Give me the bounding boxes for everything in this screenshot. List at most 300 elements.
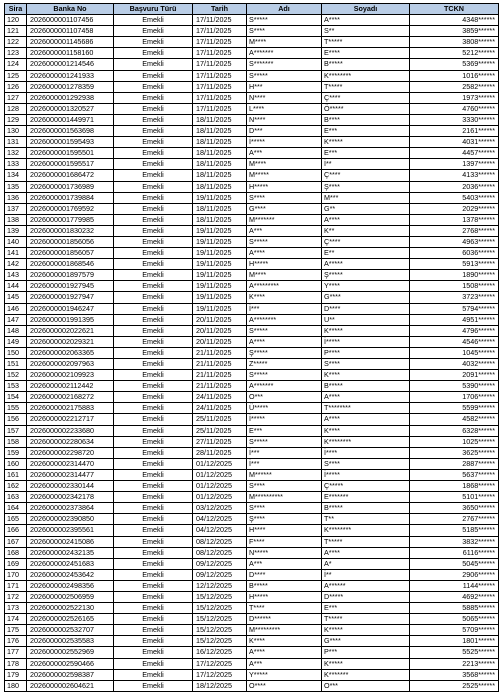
tckn-cell: 1973****** bbox=[410, 92, 499, 103]
sira-cell: 131 bbox=[5, 137, 27, 148]
tarih-cell: 17/11/2025 bbox=[193, 15, 247, 26]
banka-no-cell: 2026000002522130 bbox=[27, 603, 114, 614]
basvuru-turu-cell: Emekli bbox=[114, 15, 193, 26]
banka-no-cell: 2026000001107458 bbox=[27, 26, 114, 37]
table-row bbox=[5, 137, 499, 148]
tckn-cell: 5045****** bbox=[410, 558, 499, 569]
soyadi-cell: Ç**** bbox=[322, 92, 410, 103]
sira-cell: 151 bbox=[5, 359, 27, 370]
soyadi-cell: G** bbox=[322, 203, 410, 214]
basvuru-turu-cell: Emekli bbox=[114, 81, 193, 92]
basvuru-turu-cell: Emekli bbox=[114, 170, 193, 181]
adi-cell: İ*** bbox=[247, 458, 322, 469]
basvuru-turu-cell: Emekli bbox=[114, 469, 193, 480]
adi-cell: A******** bbox=[247, 314, 322, 325]
tarih-cell: 17/11/2025 bbox=[193, 48, 247, 59]
sira-cell: 146 bbox=[5, 303, 27, 314]
adi-cell: N**** bbox=[247, 114, 322, 125]
basvuru-turu-cell: Emekli bbox=[114, 625, 193, 636]
table-row bbox=[5, 647, 499, 658]
soyadi-cell: İ**** bbox=[322, 447, 410, 458]
table-body bbox=[5, 15, 499, 692]
sira-cell: 144 bbox=[5, 281, 27, 292]
sira-cell: 179 bbox=[5, 669, 27, 680]
banka-no-cell: 2026000002498356 bbox=[27, 580, 114, 591]
basvuru-turu-cell: Emekli bbox=[114, 148, 193, 159]
tckn-cell: 2161****** bbox=[410, 126, 499, 137]
tarih-cell: 01/12/2025 bbox=[193, 492, 247, 503]
tckn-cell: 6328****** bbox=[410, 425, 499, 436]
sira-cell: 138 bbox=[5, 214, 27, 225]
tckn-cell: 6116****** bbox=[410, 547, 499, 558]
sira-cell: 163 bbox=[5, 492, 27, 503]
tarih-cell: 08/12/2025 bbox=[193, 536, 247, 547]
sira-cell: 154 bbox=[5, 392, 27, 403]
basvuru-turu-cell: Emekli bbox=[114, 203, 193, 214]
adi-cell: M******* bbox=[247, 214, 322, 225]
tarih-cell: 16/12/2025 bbox=[193, 647, 247, 658]
adi-cell: N**** bbox=[247, 92, 322, 103]
soyadi-cell: Ç**** bbox=[322, 236, 410, 247]
banka-no-cell: 2026000001449971 bbox=[27, 114, 114, 125]
sira-cell: 129 bbox=[5, 114, 27, 125]
soyadi-cell: İ** bbox=[322, 159, 410, 170]
sira-cell: 160 bbox=[5, 458, 27, 469]
tckn-cell: 1868****** bbox=[410, 481, 499, 492]
basvuru-turu-cell: Emekli bbox=[114, 336, 193, 347]
tckn-cell: 2525****** bbox=[410, 680, 499, 691]
basvuru-turu-cell: Emekli bbox=[114, 514, 193, 525]
sira-cell: 135 bbox=[5, 181, 27, 192]
soyadi-cell: B***** bbox=[322, 503, 410, 514]
table-row bbox=[5, 536, 499, 547]
tckn-cell: 4692****** bbox=[410, 591, 499, 602]
soyadi-cell: K***** bbox=[322, 658, 410, 669]
table-row bbox=[5, 603, 499, 614]
basvuru-turu-cell: Emekli bbox=[114, 458, 193, 469]
banka-no-cell: 2026000001856056 bbox=[27, 236, 114, 247]
adi-cell: A**** bbox=[247, 647, 322, 658]
adi-cell: A**** bbox=[247, 336, 322, 347]
sira-cell: 175 bbox=[5, 625, 27, 636]
banka-no-cell: 2026000001686472 bbox=[27, 170, 114, 181]
table-row bbox=[5, 558, 499, 569]
adi-cell: Y***** bbox=[247, 669, 322, 680]
sira-cell: 137 bbox=[5, 203, 27, 214]
basvuru-turu-cell: Emekli bbox=[114, 225, 193, 236]
adi-cell: M**** bbox=[247, 159, 322, 170]
banka-no-cell: 2026000002109923 bbox=[27, 370, 114, 381]
sira-cell: 141 bbox=[5, 248, 27, 259]
adi-cell: S***** bbox=[247, 370, 322, 381]
sira-cell: 158 bbox=[5, 436, 27, 447]
table-row bbox=[5, 181, 499, 192]
tckn-cell: 5065****** bbox=[410, 614, 499, 625]
adi-cell: Z***** bbox=[247, 359, 322, 370]
banka-no-cell: 2026000001927947 bbox=[27, 292, 114, 303]
table-row bbox=[5, 92, 499, 103]
tarih-cell: 21/11/2025 bbox=[193, 359, 247, 370]
adi-cell: Ş**** bbox=[247, 514, 322, 525]
adi-cell: S***** bbox=[247, 325, 322, 336]
soyadi-cell: E**** bbox=[322, 48, 410, 59]
soyadi-cell: T******** bbox=[322, 403, 410, 414]
table-row bbox=[5, 481, 499, 492]
sira-cell: 164 bbox=[5, 503, 27, 514]
table-row bbox=[5, 503, 499, 514]
table-row bbox=[5, 114, 499, 125]
basvuru-turu-cell: Emekli bbox=[114, 603, 193, 614]
sira-cell: 173 bbox=[5, 603, 27, 614]
tckn-cell: 6036****** bbox=[410, 248, 499, 259]
tarih-cell: 24/11/2025 bbox=[193, 392, 247, 403]
table-row bbox=[5, 214, 499, 225]
adi-cell: E*** bbox=[247, 425, 322, 436]
tckn-cell: 4951****** bbox=[410, 314, 499, 325]
sira-cell: 140 bbox=[5, 236, 27, 247]
tckn-cell: 1144****** bbox=[410, 580, 499, 591]
soyadi-cell: S**** bbox=[322, 458, 410, 469]
soyadi-cell: A**** bbox=[322, 547, 410, 558]
adi-cell: S***** bbox=[247, 236, 322, 247]
tckn-cell: 4133****** bbox=[410, 170, 499, 181]
basvuru-turu-cell: Emekli bbox=[114, 181, 193, 192]
tckn-cell: 5885****** bbox=[410, 603, 499, 614]
sira-cell: 134 bbox=[5, 170, 27, 181]
sira-cell: 124 bbox=[5, 59, 27, 70]
tckn-cell: 3723****** bbox=[410, 292, 499, 303]
tckn-cell: 2768****** bbox=[410, 225, 499, 236]
table-row bbox=[5, 336, 499, 347]
banka-no-cell: 2026000002390850 bbox=[27, 514, 114, 525]
sira-cell: 156 bbox=[5, 414, 27, 425]
basvuru-turu-cell: Emekli bbox=[114, 259, 193, 270]
soyadi-cell: K**** bbox=[322, 425, 410, 436]
tarih-cell: 25/11/2025 bbox=[193, 425, 247, 436]
adi-cell: H**** bbox=[247, 525, 322, 536]
adi-cell: A*** bbox=[247, 558, 322, 569]
banka-no-cell: 2026000002314477 bbox=[27, 469, 114, 480]
adi-cell: G**** bbox=[247, 203, 322, 214]
tarih-cell: 19/11/2025 bbox=[193, 292, 247, 303]
tckn-cell: 4760****** bbox=[410, 103, 499, 114]
sira-cell: 136 bbox=[5, 192, 27, 203]
adi-cell: H***** bbox=[247, 181, 322, 192]
banka-no-cell: 2026000002532707 bbox=[27, 625, 114, 636]
table-row bbox=[5, 248, 499, 259]
basvuru-turu-cell: Emekli bbox=[114, 70, 193, 81]
soyadi-cell: G**** bbox=[322, 636, 410, 647]
banka-no-cell: 2026000001241933 bbox=[27, 70, 114, 81]
tarih-cell: 20/11/2025 bbox=[193, 325, 247, 336]
tarih-cell: 18/11/2025 bbox=[193, 137, 247, 148]
basvuru-turu-cell: Emekli bbox=[114, 503, 193, 514]
table-row bbox=[5, 48, 499, 59]
basvuru-turu-cell: Emekli bbox=[114, 281, 193, 292]
tckn-cell: 3832****** bbox=[410, 536, 499, 547]
banka-no-cell: 2026000002212717 bbox=[27, 414, 114, 425]
banka-no-cell: 2026000002233680 bbox=[27, 425, 114, 436]
tckn-cell: 2029****** bbox=[410, 203, 499, 214]
table-row bbox=[5, 580, 499, 591]
soyadi-cell: B***** bbox=[322, 381, 410, 392]
basvuru-turu-cell: Emekli bbox=[114, 103, 193, 114]
tckn-cell: 2887****** bbox=[410, 458, 499, 469]
tckn-cell: 4796****** bbox=[410, 325, 499, 336]
tarih-cell: 19/11/2025 bbox=[193, 259, 247, 270]
basvuru-turu-cell: Emekli bbox=[114, 525, 193, 536]
soyadi-cell: E******* bbox=[322, 492, 410, 503]
adi-cell: H***** bbox=[247, 591, 322, 602]
adi-cell: İ*** bbox=[247, 303, 322, 314]
adi-cell: N***** bbox=[247, 547, 322, 558]
adi-cell: S**** bbox=[247, 481, 322, 492]
table-row bbox=[5, 359, 499, 370]
tarih-cell: 21/11/2025 bbox=[193, 381, 247, 392]
basvuru-turu-cell: Emekli bbox=[114, 37, 193, 48]
soyadi-cell: D***** bbox=[322, 591, 410, 602]
sira-cell: 128 bbox=[5, 103, 27, 114]
tarih-cell: 17/11/2025 bbox=[193, 92, 247, 103]
table-row bbox=[5, 414, 499, 425]
sira-cell: 167 bbox=[5, 536, 27, 547]
banka-no-cell: 2026000002097963 bbox=[27, 359, 114, 370]
tarih-cell: 12/12/2025 bbox=[193, 580, 247, 591]
basvuru-turu-cell: Emekli bbox=[114, 558, 193, 569]
header-tckn: TCKN bbox=[410, 4, 499, 15]
tarih-cell: 01/12/2025 bbox=[193, 469, 247, 480]
header-soyadi: Soyadı bbox=[322, 4, 410, 15]
adi-cell: H***** bbox=[247, 259, 322, 270]
tarih-cell: 19/11/2025 bbox=[193, 248, 247, 259]
basvuru-turu-cell: Emekli bbox=[114, 381, 193, 392]
banka-no-cell: 2026000002168272 bbox=[27, 392, 114, 403]
sira-cell: 121 bbox=[5, 26, 27, 37]
tckn-cell: 1890****** bbox=[410, 270, 499, 281]
basvuru-turu-cell: Emekli bbox=[114, 126, 193, 137]
adi-cell: A*** bbox=[247, 658, 322, 669]
basvuru-turu-cell: Emekli bbox=[114, 214, 193, 225]
adi-cell: D**** bbox=[247, 569, 322, 580]
adi-cell: M***** bbox=[247, 170, 322, 181]
sira-cell: 168 bbox=[5, 547, 27, 558]
tarih-cell: 19/11/2025 bbox=[193, 303, 247, 314]
banka-no-cell: 2026000002432135 bbox=[27, 547, 114, 558]
tarih-cell: 15/12/2025 bbox=[193, 591, 247, 602]
banka-no-cell: 2026000002029321 bbox=[27, 336, 114, 347]
soyadi-cell: E** bbox=[322, 248, 410, 259]
tckn-cell: 2091****** bbox=[410, 370, 499, 381]
basvuru-turu-cell: Emekli bbox=[114, 403, 193, 414]
banka-no-cell: 2026000002063365 bbox=[27, 347, 114, 358]
soyadi-cell: O*** bbox=[322, 680, 410, 691]
header-basvuru-turu: Başvuru Türü bbox=[114, 4, 193, 15]
tarih-cell: 19/11/2025 bbox=[193, 236, 247, 247]
basvuru-turu-cell: Emekli bbox=[114, 436, 193, 447]
basvuru-turu-cell: Emekli bbox=[114, 159, 193, 170]
sira-cell: 127 bbox=[5, 92, 27, 103]
soyadi-cell: P*** bbox=[322, 647, 410, 658]
adi-cell: S***** bbox=[247, 15, 322, 26]
sira-cell: 148 bbox=[5, 325, 27, 336]
soyadi-cell: İ***** bbox=[322, 336, 410, 347]
banka-no-cell: 2026000002314470 bbox=[27, 458, 114, 469]
banka-no-cell: 2026000002451683 bbox=[27, 558, 114, 569]
basvuru-turu-cell: Emekli bbox=[114, 481, 193, 492]
banka-no-cell: 2026000002112442 bbox=[27, 381, 114, 392]
basvuru-turu-cell: Emekli bbox=[114, 48, 193, 59]
tarih-cell: 18/11/2025 bbox=[193, 126, 247, 137]
soyadi-cell: T** bbox=[322, 514, 410, 525]
sira-cell: 172 bbox=[5, 591, 27, 602]
basvuru-turu-cell: Emekli bbox=[114, 59, 193, 70]
adi-cell: B***** bbox=[247, 580, 322, 591]
tckn-cell: 5101****** bbox=[410, 492, 499, 503]
banka-no-cell: 2026000001739884 bbox=[27, 192, 114, 203]
basvuru-turu-cell: Emekli bbox=[114, 580, 193, 591]
sira-cell: 155 bbox=[5, 403, 27, 414]
banka-no-cell: 2026000002552969 bbox=[27, 647, 114, 658]
adi-cell: T**** bbox=[247, 603, 322, 614]
table-row bbox=[5, 347, 499, 358]
basvuru-turu-cell: Emekli bbox=[114, 680, 193, 691]
table-row bbox=[5, 514, 499, 525]
soyadi-cell: A**** bbox=[322, 15, 410, 26]
soyadi-cell: T***** bbox=[322, 37, 410, 48]
adi-cell: K**** bbox=[247, 636, 322, 647]
sira-cell: 125 bbox=[5, 70, 27, 81]
table-row bbox=[5, 436, 499, 447]
sira-cell: 149 bbox=[5, 336, 27, 347]
tarih-cell: 01/12/2025 bbox=[193, 481, 247, 492]
banka-no-cell: 2026000001292938 bbox=[27, 92, 114, 103]
soyadi-cell: E*** bbox=[322, 603, 410, 614]
header-row bbox=[5, 4, 499, 15]
banka-no-cell: 2026000002298720 bbox=[27, 447, 114, 458]
table-row bbox=[5, 203, 499, 214]
basvuru-turu-cell: Emekli bbox=[114, 569, 193, 580]
table-row bbox=[5, 325, 499, 336]
tarih-cell: 17/11/2025 bbox=[193, 70, 247, 81]
banka-no-cell: 2026000002535583 bbox=[27, 636, 114, 647]
banka-no-cell: 2026000002280634 bbox=[27, 436, 114, 447]
tckn-cell: 4546****** bbox=[410, 336, 499, 347]
banka-no-cell: 2026000002022621 bbox=[27, 325, 114, 336]
adi-cell: O*** bbox=[247, 392, 322, 403]
tckn-cell: 1397****** bbox=[410, 159, 499, 170]
table-row bbox=[5, 492, 499, 503]
soyadi-cell: E*** bbox=[322, 126, 410, 137]
banka-no-cell: 2026000002175883 bbox=[27, 403, 114, 414]
soyadi-cell: A***** bbox=[322, 259, 410, 270]
adi-cell: K**** bbox=[247, 292, 322, 303]
tckn-cell: 5637****** bbox=[410, 469, 499, 480]
table-row bbox=[5, 392, 499, 403]
table-row bbox=[5, 170, 499, 181]
soyadi-cell: B**** bbox=[322, 114, 410, 125]
sira-cell: 174 bbox=[5, 614, 27, 625]
banka-no-cell: 2026000002330144 bbox=[27, 481, 114, 492]
table-row bbox=[5, 81, 499, 92]
banka-no-cell: 2026000001107456 bbox=[27, 15, 114, 26]
basvuru-turu-cell: Emekli bbox=[114, 92, 193, 103]
banka-no-cell: 2026000002526165 bbox=[27, 614, 114, 625]
adi-cell: İ*** bbox=[247, 447, 322, 458]
tarih-cell: 21/11/2025 bbox=[193, 370, 247, 381]
adi-cell: S**** bbox=[247, 503, 322, 514]
banka-no-cell: 2026000001595501 bbox=[27, 148, 114, 159]
tarih-cell: 15/12/2025 bbox=[193, 603, 247, 614]
banka-no-cell: 2026000001278359 bbox=[27, 81, 114, 92]
tckn-cell: 5390****** bbox=[410, 381, 499, 392]
tckn-cell: 2906****** bbox=[410, 569, 499, 580]
basvuru-turu-cell: Emekli bbox=[114, 370, 193, 381]
tarih-cell: 09/12/2025 bbox=[193, 569, 247, 580]
tckn-cell: 5185****** bbox=[410, 525, 499, 536]
adi-cell: M**** bbox=[247, 37, 322, 48]
tarih-cell: 18/11/2025 bbox=[193, 114, 247, 125]
tckn-cell: 1045****** bbox=[410, 347, 499, 358]
table-row bbox=[5, 159, 499, 170]
adi-cell: S**** bbox=[247, 26, 322, 37]
soyadi-cell: Ç**** bbox=[322, 170, 410, 181]
soyadi-cell: A**** bbox=[322, 392, 410, 403]
sira-cell: 178 bbox=[5, 658, 27, 669]
table-row bbox=[5, 447, 499, 458]
table-row bbox=[5, 658, 499, 669]
tckn-cell: 3650****** bbox=[410, 503, 499, 514]
sira-cell: 143 bbox=[5, 270, 27, 281]
soyadi-cell: K** bbox=[322, 225, 410, 236]
adi-cell: D****** bbox=[247, 614, 322, 625]
basvuru-turu-cell: Emekli bbox=[114, 614, 193, 625]
tckn-cell: 2036****** bbox=[410, 181, 499, 192]
tckn-cell: 5525****** bbox=[410, 647, 499, 658]
tarih-cell: 21/11/2025 bbox=[193, 347, 247, 358]
soyadi-cell: D**** bbox=[322, 303, 410, 314]
banka-no-cell: 2026000002506959 bbox=[27, 591, 114, 602]
tckn-cell: 2582****** bbox=[410, 81, 499, 92]
basvuru-turu-cell: Emekli bbox=[114, 137, 193, 148]
table-row bbox=[5, 192, 499, 203]
tarih-cell: 18/11/2025 bbox=[193, 159, 247, 170]
banka-no-cell: 2026000001897579 bbox=[27, 270, 114, 281]
adi-cell: M********* bbox=[247, 625, 322, 636]
header-tarih: Tarih bbox=[193, 4, 247, 15]
tckn-cell: 1706****** bbox=[410, 392, 499, 403]
soyadi-cell: K******* bbox=[322, 669, 410, 680]
sira-cell: 180 bbox=[5, 680, 27, 691]
soyadi-cell: K***** bbox=[322, 325, 410, 336]
basvuru-turu-cell: Emekli bbox=[114, 236, 193, 247]
banka-no-cell: 2026000001991395 bbox=[27, 314, 114, 325]
table-row bbox=[5, 425, 499, 436]
tckn-cell: 4031****** bbox=[410, 137, 499, 148]
banka-no-cell: 2026000001779985 bbox=[27, 214, 114, 225]
applicant-list-sheet bbox=[4, 3, 499, 692]
tckn-cell: 5794****** bbox=[410, 303, 499, 314]
tckn-cell: 5403****** bbox=[410, 192, 499, 203]
basvuru-turu-cell: Emekli bbox=[114, 325, 193, 336]
tarih-cell: 15/12/2025 bbox=[193, 625, 247, 636]
tarih-cell: 17/12/2025 bbox=[193, 669, 247, 680]
tckn-cell: 4963****** bbox=[410, 236, 499, 247]
basvuru-turu-cell: Emekli bbox=[114, 392, 193, 403]
sira-cell: 133 bbox=[5, 159, 27, 170]
adi-cell: O**** bbox=[247, 680, 322, 691]
tarih-cell: 28/11/2025 bbox=[193, 447, 247, 458]
tarih-cell: 18/11/2025 bbox=[193, 203, 247, 214]
